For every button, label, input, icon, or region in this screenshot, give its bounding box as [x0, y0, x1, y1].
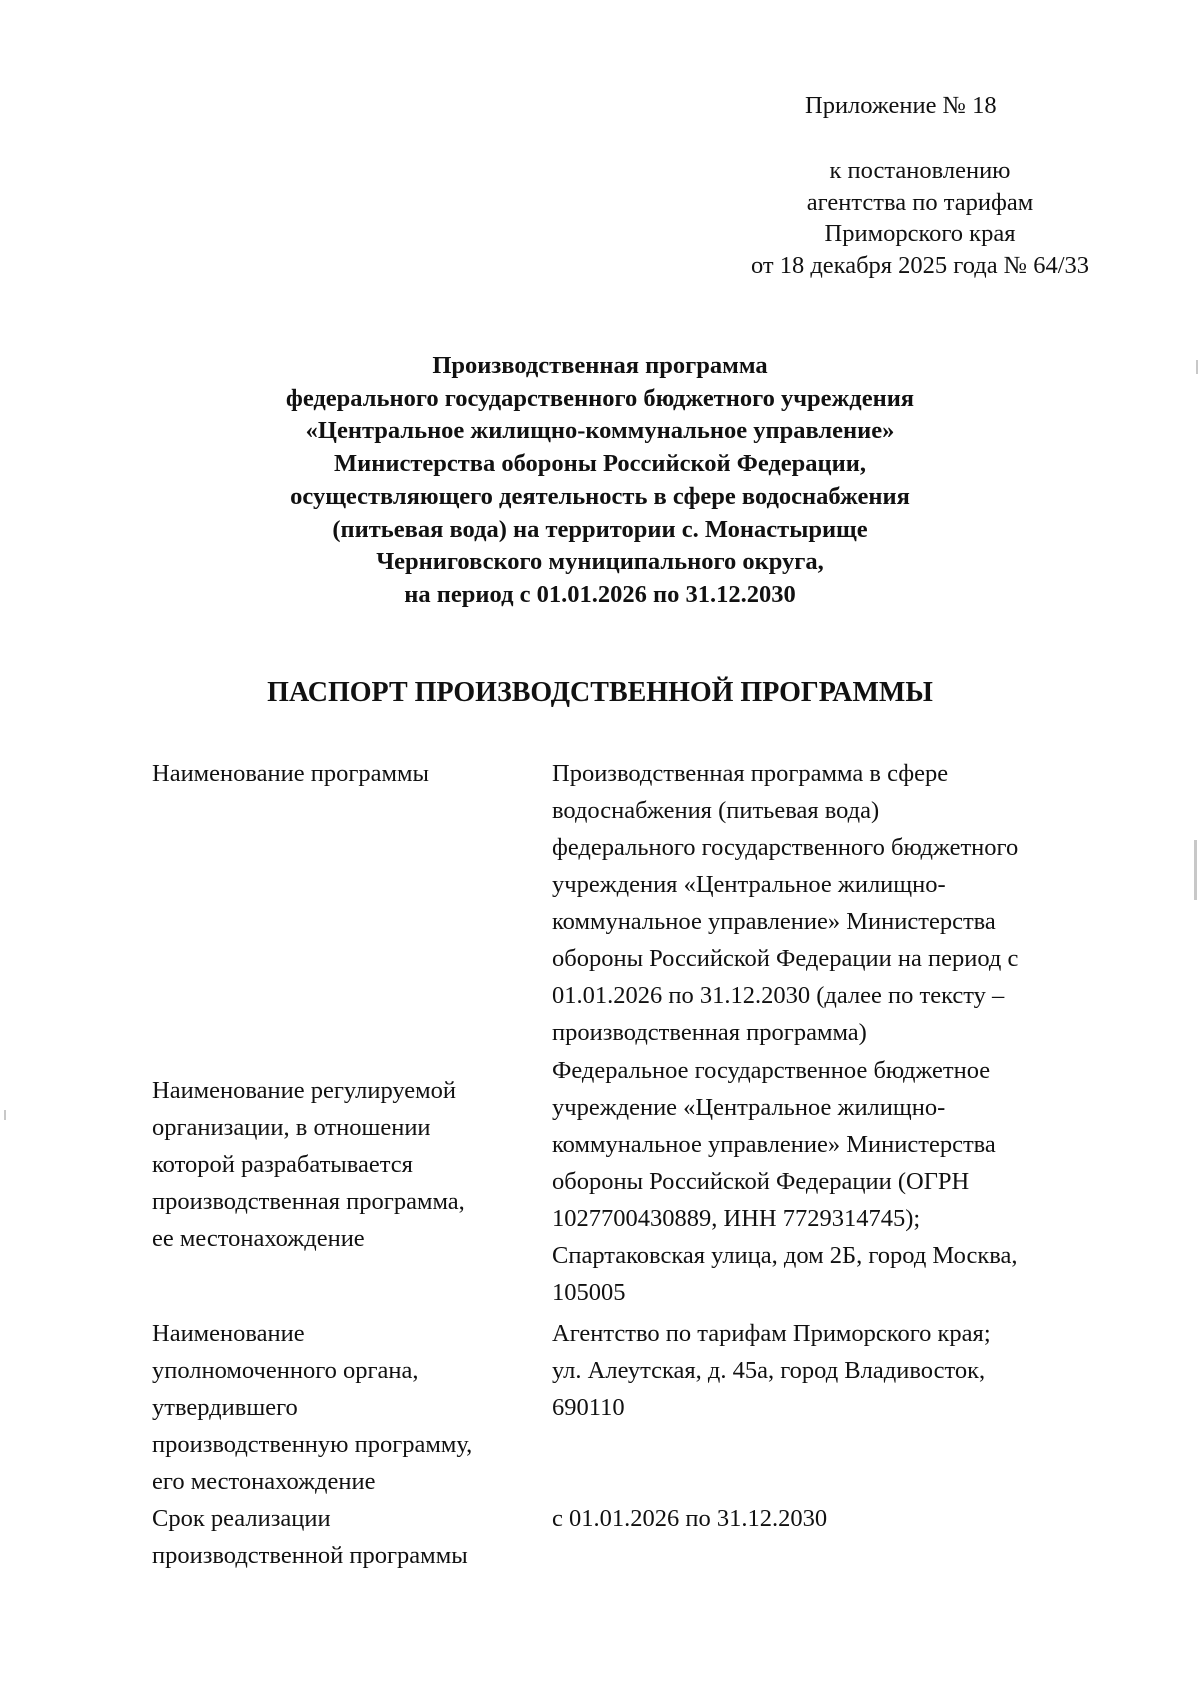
annex-line: агентства по тарифам: [806, 189, 1034, 216]
value-line: Федеральное государственное бюджетное: [552, 1057, 991, 1084]
label-line: его местонахождение: [152, 1468, 376, 1495]
value-line: обороны Российской Федерации (ОГРН: [552, 1168, 970, 1195]
passport-row-label-authority: [152, 1315, 542, 1500]
program-title: [100, 350, 1100, 612]
annex-line: Приморского края: [824, 220, 1016, 247]
value-line: производственная программа): [552, 1019, 867, 1046]
passport-row-label-program-name: [152, 755, 542, 792]
value-line: 01.01.2026 по 31.12.2030 (далее по тексту –: [552, 982, 1005, 1009]
passport-row-label-organization: [152, 1072, 542, 1257]
title-line: (питьевая вода) на территории с. Монастырище: [332, 515, 868, 543]
value-line: коммунальное управление» Министерства: [552, 1131, 996, 1158]
value-line: Производственная программа в сфере: [552, 760, 949, 787]
label-line: Срок реализации: [152, 1505, 331, 1532]
value-line: учреждение «Центральное жилищно-: [552, 1094, 946, 1121]
title-line: Министерства обороны Российской Федерации,: [333, 450, 867, 478]
label-line: производственная программа,: [152, 1188, 465, 1215]
passport-row-value-term: [552, 1500, 1112, 1537]
label-line: Наименование программы: [152, 760, 430, 787]
value-line: федерального государственного бюджетного: [552, 834, 1019, 861]
label-line: Наименование: [152, 1320, 305, 1347]
scan-artifact: [4, 1110, 6, 1120]
value-line: Агентство по тарифам Приморского края;: [552, 1320, 991, 1347]
title-line: Черниговского муниципального округа,: [376, 548, 824, 576]
title-line: Производственная программа: [432, 352, 768, 379]
scan-artifact: [1196, 360, 1198, 374]
label-line: ее местонахождение: [152, 1225, 365, 1252]
passport-row-label-term: [152, 1500, 542, 1574]
value-line: Спартаковская улица, дом 2Б, город Москва,: [552, 1242, 1018, 1269]
annex-number: Приложение № 18: [805, 92, 997, 119]
value-line: коммунальное управление» Министерства: [552, 908, 996, 935]
label-line: уполномоченного органа,: [152, 1357, 419, 1384]
passport-heading: ПАСПОРТ ПРОИЗВОДСТВЕННОЙ ПРОГРАММЫ: [267, 677, 933, 708]
value-line: с 01.01.2026 по 31.12.2030: [552, 1505, 828, 1532]
annex-line: от 18 декабря 2025 года № 64/33: [750, 252, 1090, 279]
title-line: «Центральное жилищно-коммунальное управление»: [305, 417, 895, 445]
value-line: 105005: [552, 1279, 626, 1306]
title-line: осуществляющего деятельность в сфере водоснабжения: [290, 482, 910, 510]
passport-row-value-program-name: [552, 755, 1112, 1051]
label-line: организации, в отношении: [152, 1114, 431, 1141]
annex-line: к постановлению: [829, 157, 1011, 184]
label-line: Наименование регулируемой: [152, 1077, 457, 1104]
passport-row-value-organization: [552, 1052, 1112, 1311]
title-line: федерального государственного бюджетного учреждения: [285, 384, 915, 412]
value-line: 1027700430889, ИНН 7729314745);: [552, 1205, 921, 1232]
label-line: производственной программы: [152, 1542, 468, 1569]
label-line: производственную программу,: [152, 1431, 473, 1458]
label-line: которой разрабатывается: [152, 1151, 413, 1178]
scan-artifact: [1194, 840, 1197, 900]
passport-row-value-authority: [552, 1315, 1112, 1426]
value-line: обороны Российской Федерации на период с: [552, 945, 1019, 972]
value-line: 690110: [552, 1394, 625, 1421]
title-line: на период с 01.01.2026 по 31.12.2030: [404, 580, 796, 608]
value-line: водоснабжения (питьевая вода): [552, 797, 880, 824]
value-line: учреждения «Центральное жилищно-: [552, 871, 946, 898]
value-line: ул. Алеутская, д. 45а, город Владивосток,: [552, 1357, 986, 1384]
label-line: утвердившего: [152, 1394, 298, 1421]
